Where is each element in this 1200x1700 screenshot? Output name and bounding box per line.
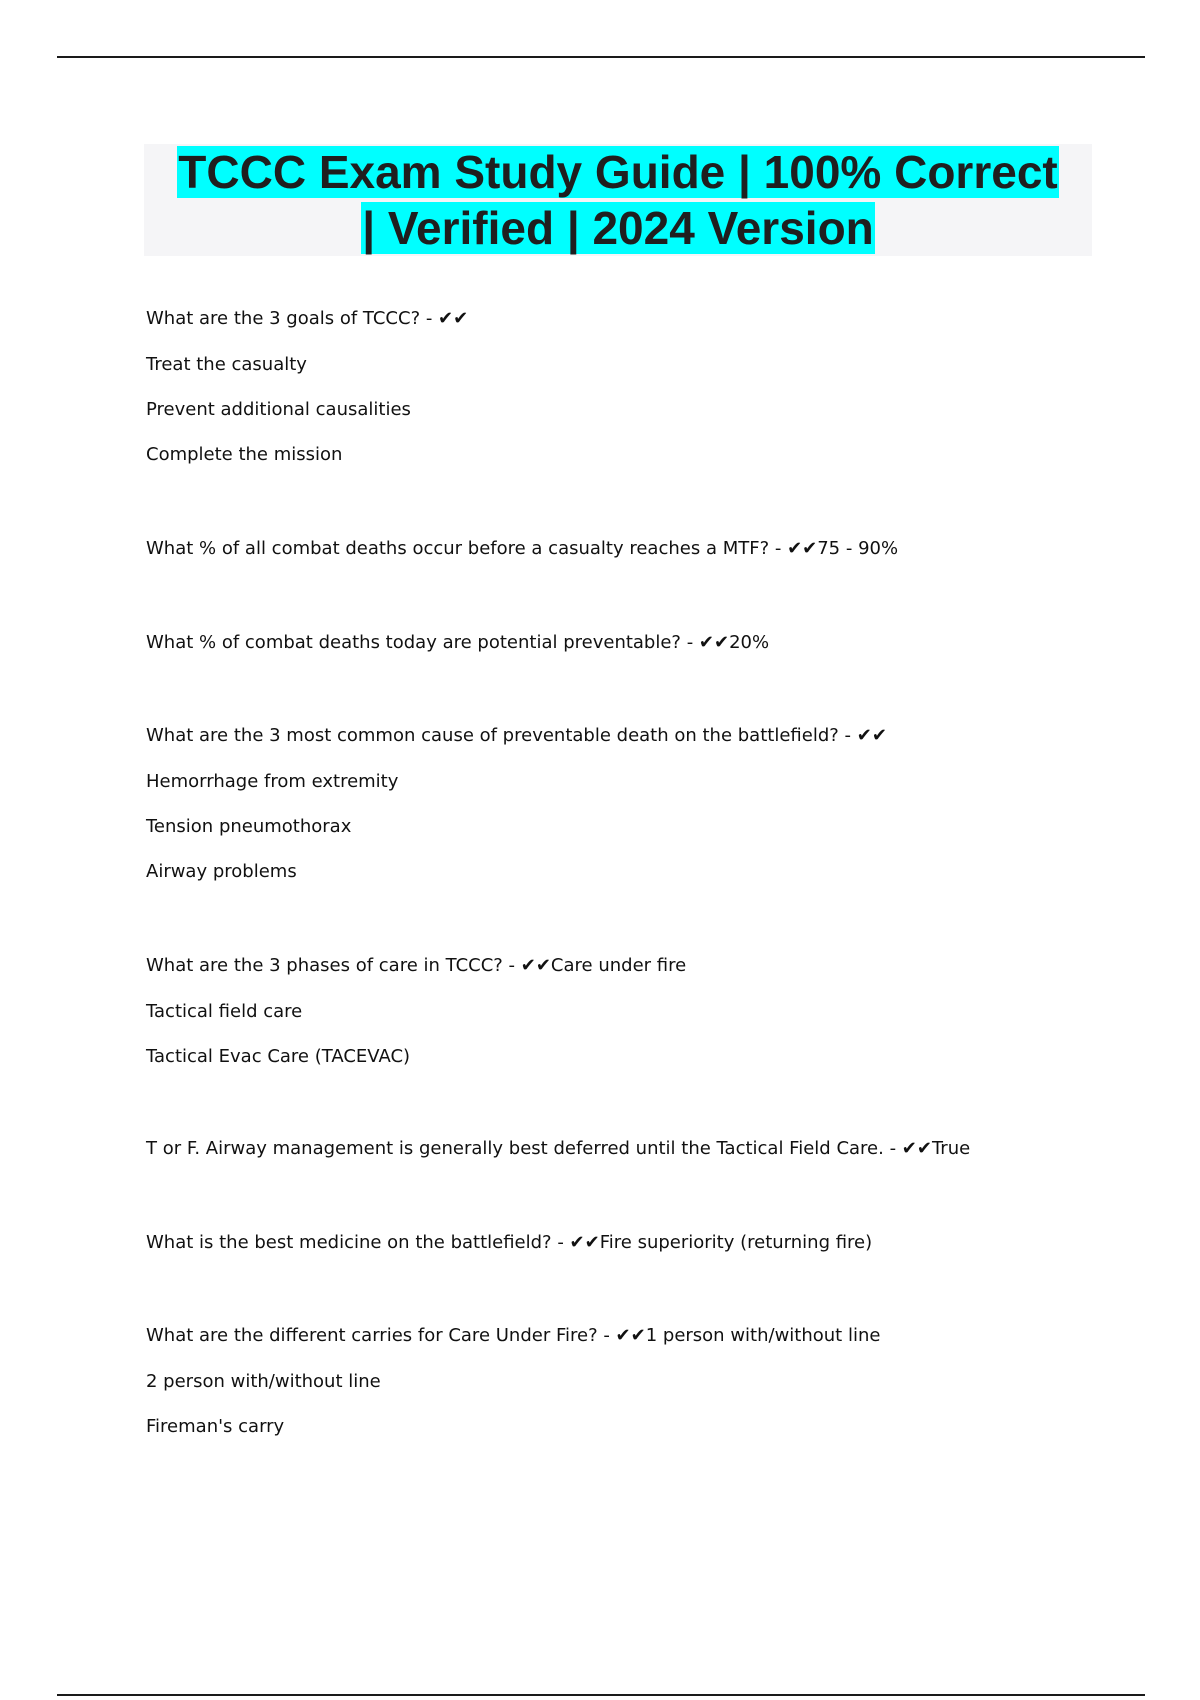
answer-text: 2 person with/without line (146, 1371, 381, 1392)
qa-item (146, 1126, 1146, 1172)
answer-text: Hemorrhage from extremity (146, 771, 399, 792)
qa-item (146, 1220, 1146, 1266)
answer-text: Complete the mission (146, 444, 343, 465)
question-text: What is the best medicine on the battlefield? - ✔✔Fire superiority (returning fire) (146, 1232, 873, 1253)
qa-item (146, 713, 1146, 894)
question-text: What are the different carries for Care Under Fire? - ✔✔1 person with/without line (146, 1325, 881, 1346)
question-text: What are the 3 goals of TCCC? - ✔✔ (146, 308, 469, 329)
question-text: T or F. Airway management is generally best deferred until the Tactical Field Care. - ✔✔True (146, 1138, 971, 1159)
document-title (144, 144, 1092, 256)
answer-text: Prevent additional causalities (146, 399, 411, 420)
top-rule (57, 56, 1145, 58)
answer-text: Tension pneumothorax (146, 816, 352, 837)
question-text: What are the 3 phases of care in TCCC? - ✔✔Care under fire (146, 955, 687, 976)
qa-item (146, 296, 1146, 477)
bottom-rule (57, 1694, 1145, 1696)
answer-text: Tactical Evac Care (TACEVAC) (146, 1046, 411, 1067)
qa-item (146, 943, 1146, 1079)
question-text: What are the 3 most common cause of preventable death on the battlefield? - ✔✔ (146, 725, 887, 746)
title-line-1: TCCC Exam Study Guide | 100% Correct (178, 146, 1058, 198)
answer-text: Tactical field care (146, 1001, 303, 1022)
qa-item (146, 620, 1146, 666)
question-text: What % of all combat deaths occur before a casualty reaches a MTF? - ✔✔75 - 90% (146, 538, 899, 559)
question-text: What % of combat deaths today are potential preventable? - ✔✔20% (146, 632, 770, 653)
title-line-2: | Verified | 2024 Version (362, 202, 874, 254)
answer-text: Fireman's carry (146, 1416, 285, 1437)
answer-text: Airway problems (146, 861, 297, 882)
qa-item (146, 526, 1146, 572)
qa-item (146, 1313, 1146, 1449)
answer-text: Treat the casualty (146, 354, 307, 375)
